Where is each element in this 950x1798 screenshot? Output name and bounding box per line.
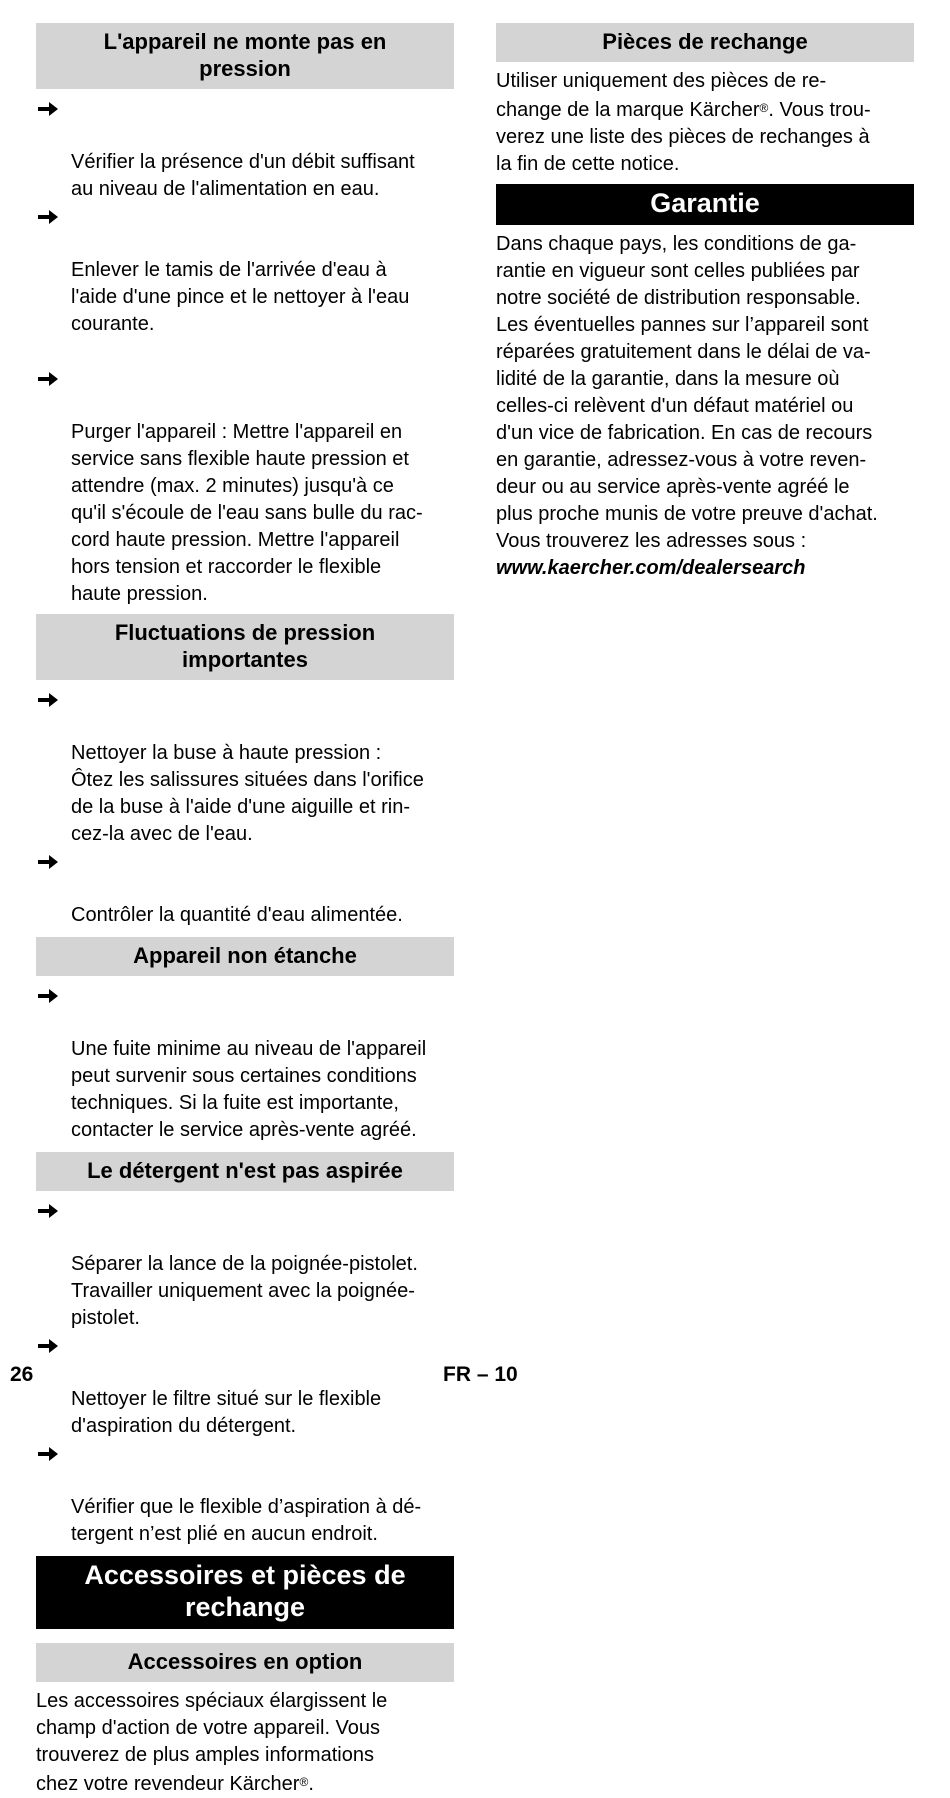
bullet-text: Vérifier que le flexible d’aspiration à dé- tergent n’est plié en aucun endroit.: [71, 1496, 422, 1545]
bullet-text: Nettoyer la buse à haute pression : Ôtez les salissures situées dans l'orifice de la buse à l'aide d'une aiguille et rin- cez-la avec de l'eau.: [71, 742, 424, 845]
paragraph-accessories: [36, 1688, 454, 1798]
bullet-text: Une fuite minime au niveau de l'appareil peut survenir sous certaines conditions techniques. Si la fuite est importante, contacter le service après-vente agréé.: [71, 1038, 427, 1141]
arrow-right-icon: [38, 692, 58, 708]
arrow-right-icon: [38, 371, 58, 387]
right-column: [496, 23, 914, 582]
heading-accessories-and-parts: Accessoires et pièces de rechange: [36, 1556, 454, 1629]
paragraph-end: .: [308, 1773, 314, 1795]
arrow-right-icon: [38, 1338, 58, 1354]
heading-detergent-not-aspirated: Le détergent n'est pas aspirée: [36, 1152, 454, 1191]
bullet-item: [36, 848, 454, 929]
bullet-item: [36, 365, 454, 608]
paragraph-text: . Vous trou- verez une liste des pièces de rechanges à la fin de cette notice.: [496, 99, 871, 175]
heading-spare-parts: Pièces de rechange: [496, 23, 914, 62]
bullet-text: Nettoyer le filtre situé sur le flexible d'aspiration du détergent.: [71, 1388, 382, 1437]
arrow-right-icon: [38, 1203, 58, 1219]
bullet-item: [36, 982, 454, 1144]
bullet-item: [36, 95, 454, 203]
paragraph-warranty: Dans chaque pays, les conditions de ga- rantie en vigueur sont celles publiées par notre société de distribution responsable. Les éventuelles pannes sur l’appareil sont réparées gratuitement dans le délai de va- lidité de la garantie, dans la mesure où celles-ci relèvent d'un défaut matériel ou d'un vice de fabrication. En cas de recours en garantie, adressez-vous à votre reven- deur ou au service après-vente agréé le plus proche munis de votre preuve d'achat. Vous trouverez les adresses sous :: [496, 233, 878, 552]
left-column: [36, 23, 454, 1798]
arrow-right-icon: [38, 854, 58, 870]
paragraph-text: Utiliser uniquement des pièces de re- change de la marque Kärcher: [496, 70, 827, 121]
bullet-text: Vérifier la présence d'un débit suffisant au niveau de l'alimentation en eau.: [71, 151, 415, 200]
registered-mark: ®: [299, 1775, 309, 1789]
registered-mark: ®: [759, 101, 769, 115]
bullet-text: Enlever le tamis de l'arrivée d'eau à l'aide d'une pince et le nettoyer à l'eau courante.: [71, 259, 410, 335]
arrow-right-icon: [38, 988, 58, 1004]
heading-pressure-fluctuations: Fluctuations de pression importantes: [36, 614, 454, 680]
heading-optional-accessories: Accessoires en option: [36, 1643, 454, 1682]
heading-warranty: Garantie: [496, 184, 914, 225]
bullet-item: [36, 686, 454, 848]
dealer-search-link[interactable]: www.kaercher.com/dealersearch: [496, 557, 806, 579]
arrow-right-icon: [38, 101, 58, 117]
arrow-right-icon: [38, 209, 58, 225]
heading-not-watertight: Appareil non étanche: [36, 937, 454, 976]
bullet-text: Purger l'appareil : Mettre l'appareil en service sans flexible haute pression et attendre (max. 2 minutes) jusqu'à ce qu'il s'écoule de l'eau sans bulle du rac- cord haute pression. Mettre l'appareil hors tension et raccorder le flexible haute pression.: [71, 421, 423, 605]
bullet-item: [36, 1440, 454, 1548]
bullet-text: Séparer la lance de la poignée-pistolet. Travailler uniquement avec la poignée- pistolet.: [71, 1253, 418, 1329]
bullet-item: [36, 1332, 454, 1440]
bullet-text: Contrôler la quantité d'eau alimentée.: [71, 904, 403, 926]
bullet-item: [36, 1197, 454, 1332]
language-page-indicator: FR – 10: [443, 1363, 518, 1386]
paragraph-spare-parts: [496, 68, 914, 178]
heading-no-pressure: L'appareil ne monte pas en pression: [36, 23, 454, 89]
paragraph-text: Les accessoires spéciaux élargissent le champ d'action de votre appareil. Vous trouverez de plus amples informations chez votre revendeur Kärcher: [36, 1690, 388, 1795]
page-number: 26: [10, 1363, 34, 1386]
arrow-right-icon: [38, 1446, 58, 1462]
bullet-item: [36, 203, 454, 338]
